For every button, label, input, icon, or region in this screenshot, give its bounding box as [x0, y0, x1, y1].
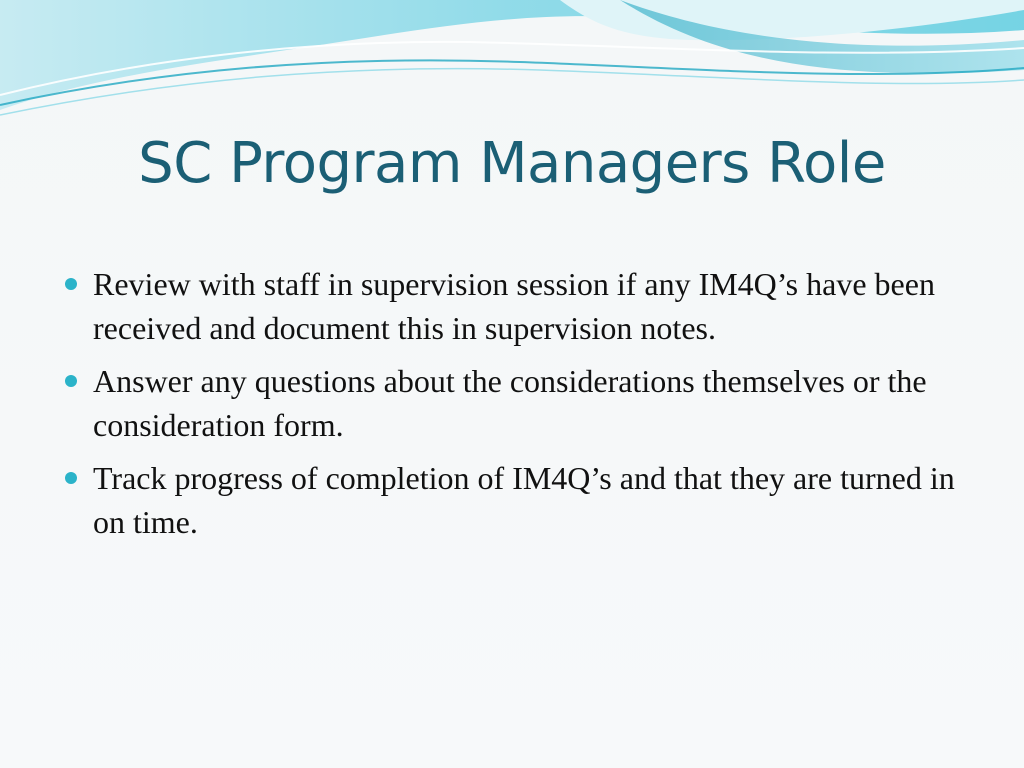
bullet-text: Answer any questions about the considerations themselves or the consideration form. [93, 363, 927, 443]
bullet-item [62, 456, 962, 544]
bullet-text: Track progress of completion of IM4Q’s and that they are turned in on time. [93, 460, 955, 540]
bullet-item [62, 262, 962, 350]
bullet-dot-icon [65, 278, 77, 290]
bullet-text: Review with staff in supervision session if any IM4Q’s have been received and document this in supervision notes. [93, 266, 935, 346]
bullet-dot-icon [65, 472, 77, 484]
bullet-list [62, 262, 962, 553]
bullet-dot-icon [65, 375, 77, 387]
slide-title: SC Program Managers Role [138, 131, 886, 196]
bullet-item [62, 359, 962, 447]
header-wave-decoration [0, 0, 1024, 130]
